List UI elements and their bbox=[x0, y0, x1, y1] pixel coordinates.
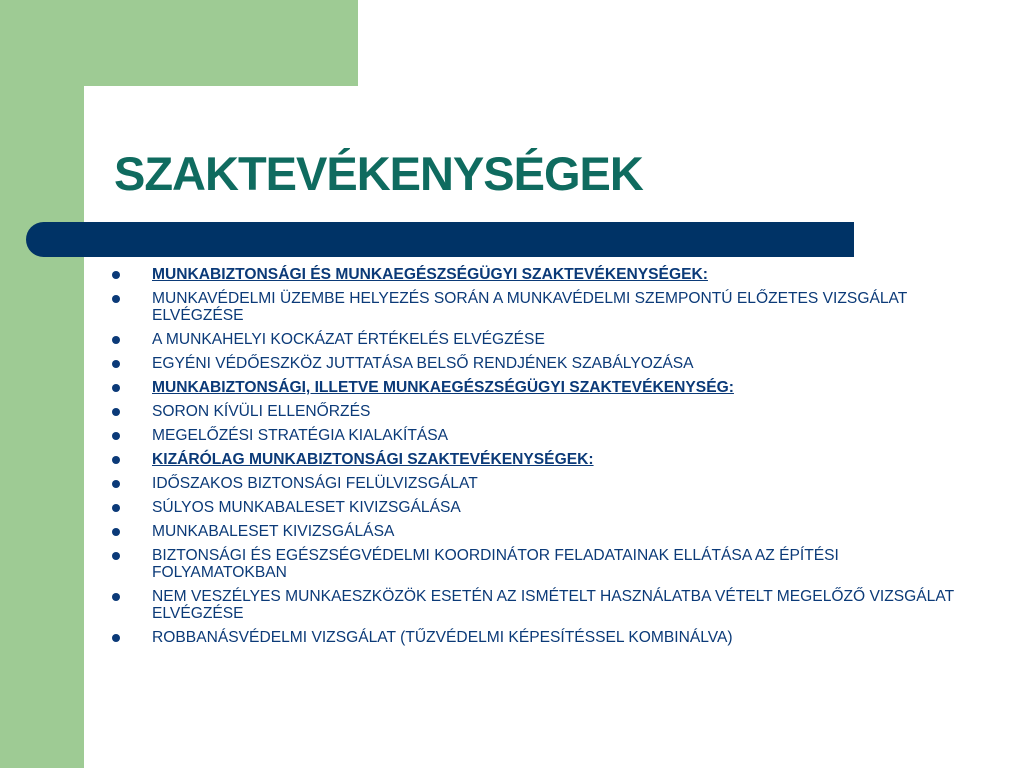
bullet-dot-icon bbox=[112, 480, 120, 488]
bullet-text: SÚLYOS MUNKABALESET KIVIZSGÁLÁSA bbox=[152, 499, 461, 516]
bullet-dot-icon bbox=[112, 384, 120, 392]
bullet-dot-icon bbox=[112, 271, 120, 279]
bullet-text: MUNKABIZTONSÁGI, ILLETVE MUNKAEGÉSZSÉGÜGYI SZAKTEVÉKENYSÉG: bbox=[152, 379, 734, 396]
bullet-heading bbox=[112, 266, 972, 283]
bullet-dot-icon bbox=[112, 360, 120, 368]
bullet-dot-icon bbox=[112, 634, 120, 642]
bullet-dot-icon bbox=[112, 456, 120, 464]
bullet-dot-icon bbox=[112, 432, 120, 440]
bullet-list bbox=[112, 266, 972, 653]
green-top-panel bbox=[0, 0, 358, 86]
bullet-item bbox=[112, 523, 972, 540]
bullet-text: NEM VESZÉLYES MUNKAESZKÖZÖK ESETÉN AZ ISMÉTELT HASZNÁLATBA VÉTELT MEGELŐZŐ VIZSGÁLAT ELVÉGZÉSE bbox=[152, 588, 954, 622]
bullet-text: MEGELŐZÉSI STRATÉGIA KIALAKÍTÁSA bbox=[152, 427, 449, 444]
bullet-text: EGYÉNI VÉDŐESZKÖZ JUTTATÁSA BELSŐ RENDJÉNEK SZABÁLYOZÁSA bbox=[152, 355, 694, 372]
bullet-dot-icon bbox=[112, 528, 120, 536]
bullet-dot-icon bbox=[112, 295, 120, 303]
bullet-dot-icon bbox=[112, 552, 120, 560]
slide-title: SZAKTEVÉKENYSÉGEK bbox=[114, 147, 643, 200]
bullet-item bbox=[112, 427, 972, 444]
bullet-heading bbox=[112, 451, 972, 468]
bullet-item bbox=[112, 475, 972, 492]
bullet-text: A MUNKAHELYI KOCKÁZAT ÉRTÉKELÉS ELVÉGZÉSE bbox=[152, 331, 545, 348]
bullet-item bbox=[112, 331, 972, 348]
bullet-dot-icon bbox=[112, 504, 120, 512]
bullet-text: MUNKABIZTONSÁGI ÉS MUNKAEGÉSZSÉGÜGYI SZAKTEVÉKENYSÉGEK: bbox=[152, 266, 708, 283]
title-divider-bar bbox=[26, 222, 854, 257]
bullet-item bbox=[112, 403, 972, 420]
bullet-text: BIZTONSÁGI ÉS EGÉSZSÉGVÉDELMI KOORDINÁTOR FELADATAINAK ELLÁTÁSA AZ ÉPÍTÉSI FOLYAMATOKBAN bbox=[152, 547, 839, 581]
bullet-dot-icon bbox=[112, 336, 120, 344]
bullet-text: IDŐSZAKOS BIZTONSÁGI FELÜLVIZSGÁLAT bbox=[152, 475, 478, 492]
bullet-item bbox=[112, 290, 972, 324]
bullet-dot-icon bbox=[112, 408, 120, 416]
bullet-item bbox=[112, 355, 972, 372]
bullet-text: MUNKABALESET KIVIZSGÁLÁSA bbox=[152, 523, 395, 540]
bullet-item bbox=[112, 629, 972, 646]
bullet-heading bbox=[112, 379, 972, 396]
bullet-text: MUNKAVÉDELMI ÜZEMBE HELYEZÉS SORÁN A MUNKAVÉDELMI SZEMPONTÚ ELŐZETES VIZSGÁLAT ELVÉGZÉSE bbox=[152, 290, 908, 324]
bullet-dot-icon bbox=[112, 593, 120, 601]
bullet-item bbox=[112, 588, 972, 622]
bullet-text: SORON KÍVÜLI ELLENŐRZÉS bbox=[152, 403, 371, 420]
bullet-text: ROBBANÁSVÉDELMI VIZSGÁLAT (TŰZVÉDELMI KÉPESÍTÉSSEL KOMBINÁLVA) bbox=[152, 629, 733, 646]
bullet-text: KIZÁRÓLAG MUNKABIZTONSÁGI SZAKTEVÉKENYSÉGEK: bbox=[152, 451, 594, 468]
bullet-item bbox=[112, 499, 972, 516]
bullet-item bbox=[112, 547, 972, 581]
green-side-panel bbox=[0, 0, 84, 768]
